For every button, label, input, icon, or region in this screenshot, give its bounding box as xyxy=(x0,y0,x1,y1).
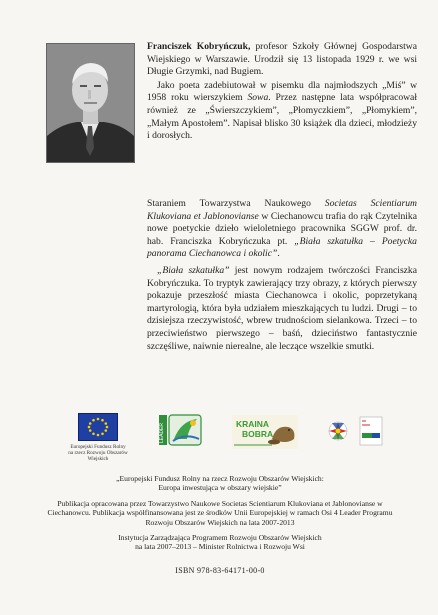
desc-p2-italic-title: „Biała szkatułka” xyxy=(157,264,230,276)
leader-logo xyxy=(159,413,203,449)
publication-note: Publikacja opracowana przez Towarzystwo Naukowe Societas Scientiarum Klukoviana et Jablonovianse w Ciechanowcu. Publikacja współfinansowana jest ze środków Unii Europejskiej w ramach Osi 4 Leader Programu Rozwoju Obszarów Wiejskich na lata 2007-2013 xyxy=(47,498,393,527)
footer xyxy=(40,474,400,575)
eu-caption-line2: na rzecz Rozwoju Obszarów Wiejskich xyxy=(68,450,128,463)
fund-motto-line1: „Europejski Fundusz Rolny na rzecz Rozwoju Obszarów Wiejskich: xyxy=(116,474,324,483)
fund-motto-line2: Europa inwestująca w obszary wiejskie” xyxy=(158,483,282,493)
kraina-bobra-logo xyxy=(232,415,298,449)
eu-caption xyxy=(58,444,138,463)
isbn: ISBN 978-83-64171-00-0 xyxy=(175,565,265,575)
author-name: Franciszek Kobryńczuk, xyxy=(147,41,251,52)
institution-line2: na lata 2007–2013 – Minister Rolnictwa i Rozwoju Wsi xyxy=(135,542,305,552)
desc-p1-italic-society: Societas Scientiarum Klukoviana et Jablonovianse xyxy=(147,198,417,222)
fund-motto xyxy=(40,474,400,493)
desc-p2-text: jest nowym rodzajem twórczości Franciszka Kobryńczuka. To tryptyk zawierający trzy obrazy, z których pierwszy pokazuje przeszłość miasta Ciechanowca i okolic, poprzetykaną martyrologią, która była udziałem mieszkających tu ludzi. Drugi – to dzisiejsza rzeczywistość, wbrew trudnościom sielankowa. Trzeci – to przeciwieństwo pierwszego – baśń, dzieciństwo fantastycznie szczęśliwe, naiwnie nierealne, ale leczące wszelkie smutki. xyxy=(147,264,417,352)
description-paragraph-1 xyxy=(147,198,417,261)
leader-text: LEADER xyxy=(159,422,165,443)
description-paragraph-2 xyxy=(147,265,417,353)
bio-p2-text-a: Jako poeta zadebiutował w pisemku dla najmłodszych „Miś” w 1958 roku wierszykiem xyxy=(147,79,417,104)
eu-caption-line1: Europejski Fundusz Rolny xyxy=(70,444,126,450)
bio-p1-text: profesor Szkoły Głównej Gospodarstwa Wiejskiego w Warszawie. Urodził się 13 listopada 1929 r. we wsi Długie Grzymki, nad Bugiem. xyxy=(147,41,417,78)
institution-line1: Instytucja Zarządzająca Programem Rozwoju Obszarów Wiejskich xyxy=(118,533,322,543)
desc-p1-c: . xyxy=(277,248,280,260)
author-photo xyxy=(46,43,135,163)
bio-p2-italic: Sowa xyxy=(247,92,269,104)
author-bio xyxy=(147,41,417,143)
desc-p1-a: Staraniem Towarzystwa Naukowego xyxy=(147,198,325,209)
bio-paragraph-2 xyxy=(147,80,417,143)
prow-logo xyxy=(322,413,392,453)
bio-p2-text-b: . Przez następne lata współpracował również ze „Świerszczykiem”, „Płomyczkiem”, „Płomykiem”, „Małym Apostołem”. Napisał blisko 30 książek dla dzieci, młodzieży i dorosłych. xyxy=(147,92,417,142)
book-description xyxy=(147,198,417,353)
eu-flag-icon xyxy=(78,413,118,441)
bio-paragraph-1 xyxy=(147,41,417,79)
eu-fund-logo xyxy=(58,413,138,463)
desc-p1-italic-title: „Biała szkatułka – Poetycka panorama Ciechanowca i okolic” xyxy=(147,235,417,260)
bobra-text: BOBRA xyxy=(242,429,274,439)
desc-p1-b: w Ciechanowcu trafia do rąk Czytelnika nowe poetyckie dzieło wieloletniego pracownika SGGW prof. dr. hab. Franciszka Kobryńczuka pt. xyxy=(147,210,417,247)
managing-institution xyxy=(40,533,400,552)
kraina-text: KRAINA xyxy=(236,419,270,429)
sponsor-logos xyxy=(56,413,386,463)
